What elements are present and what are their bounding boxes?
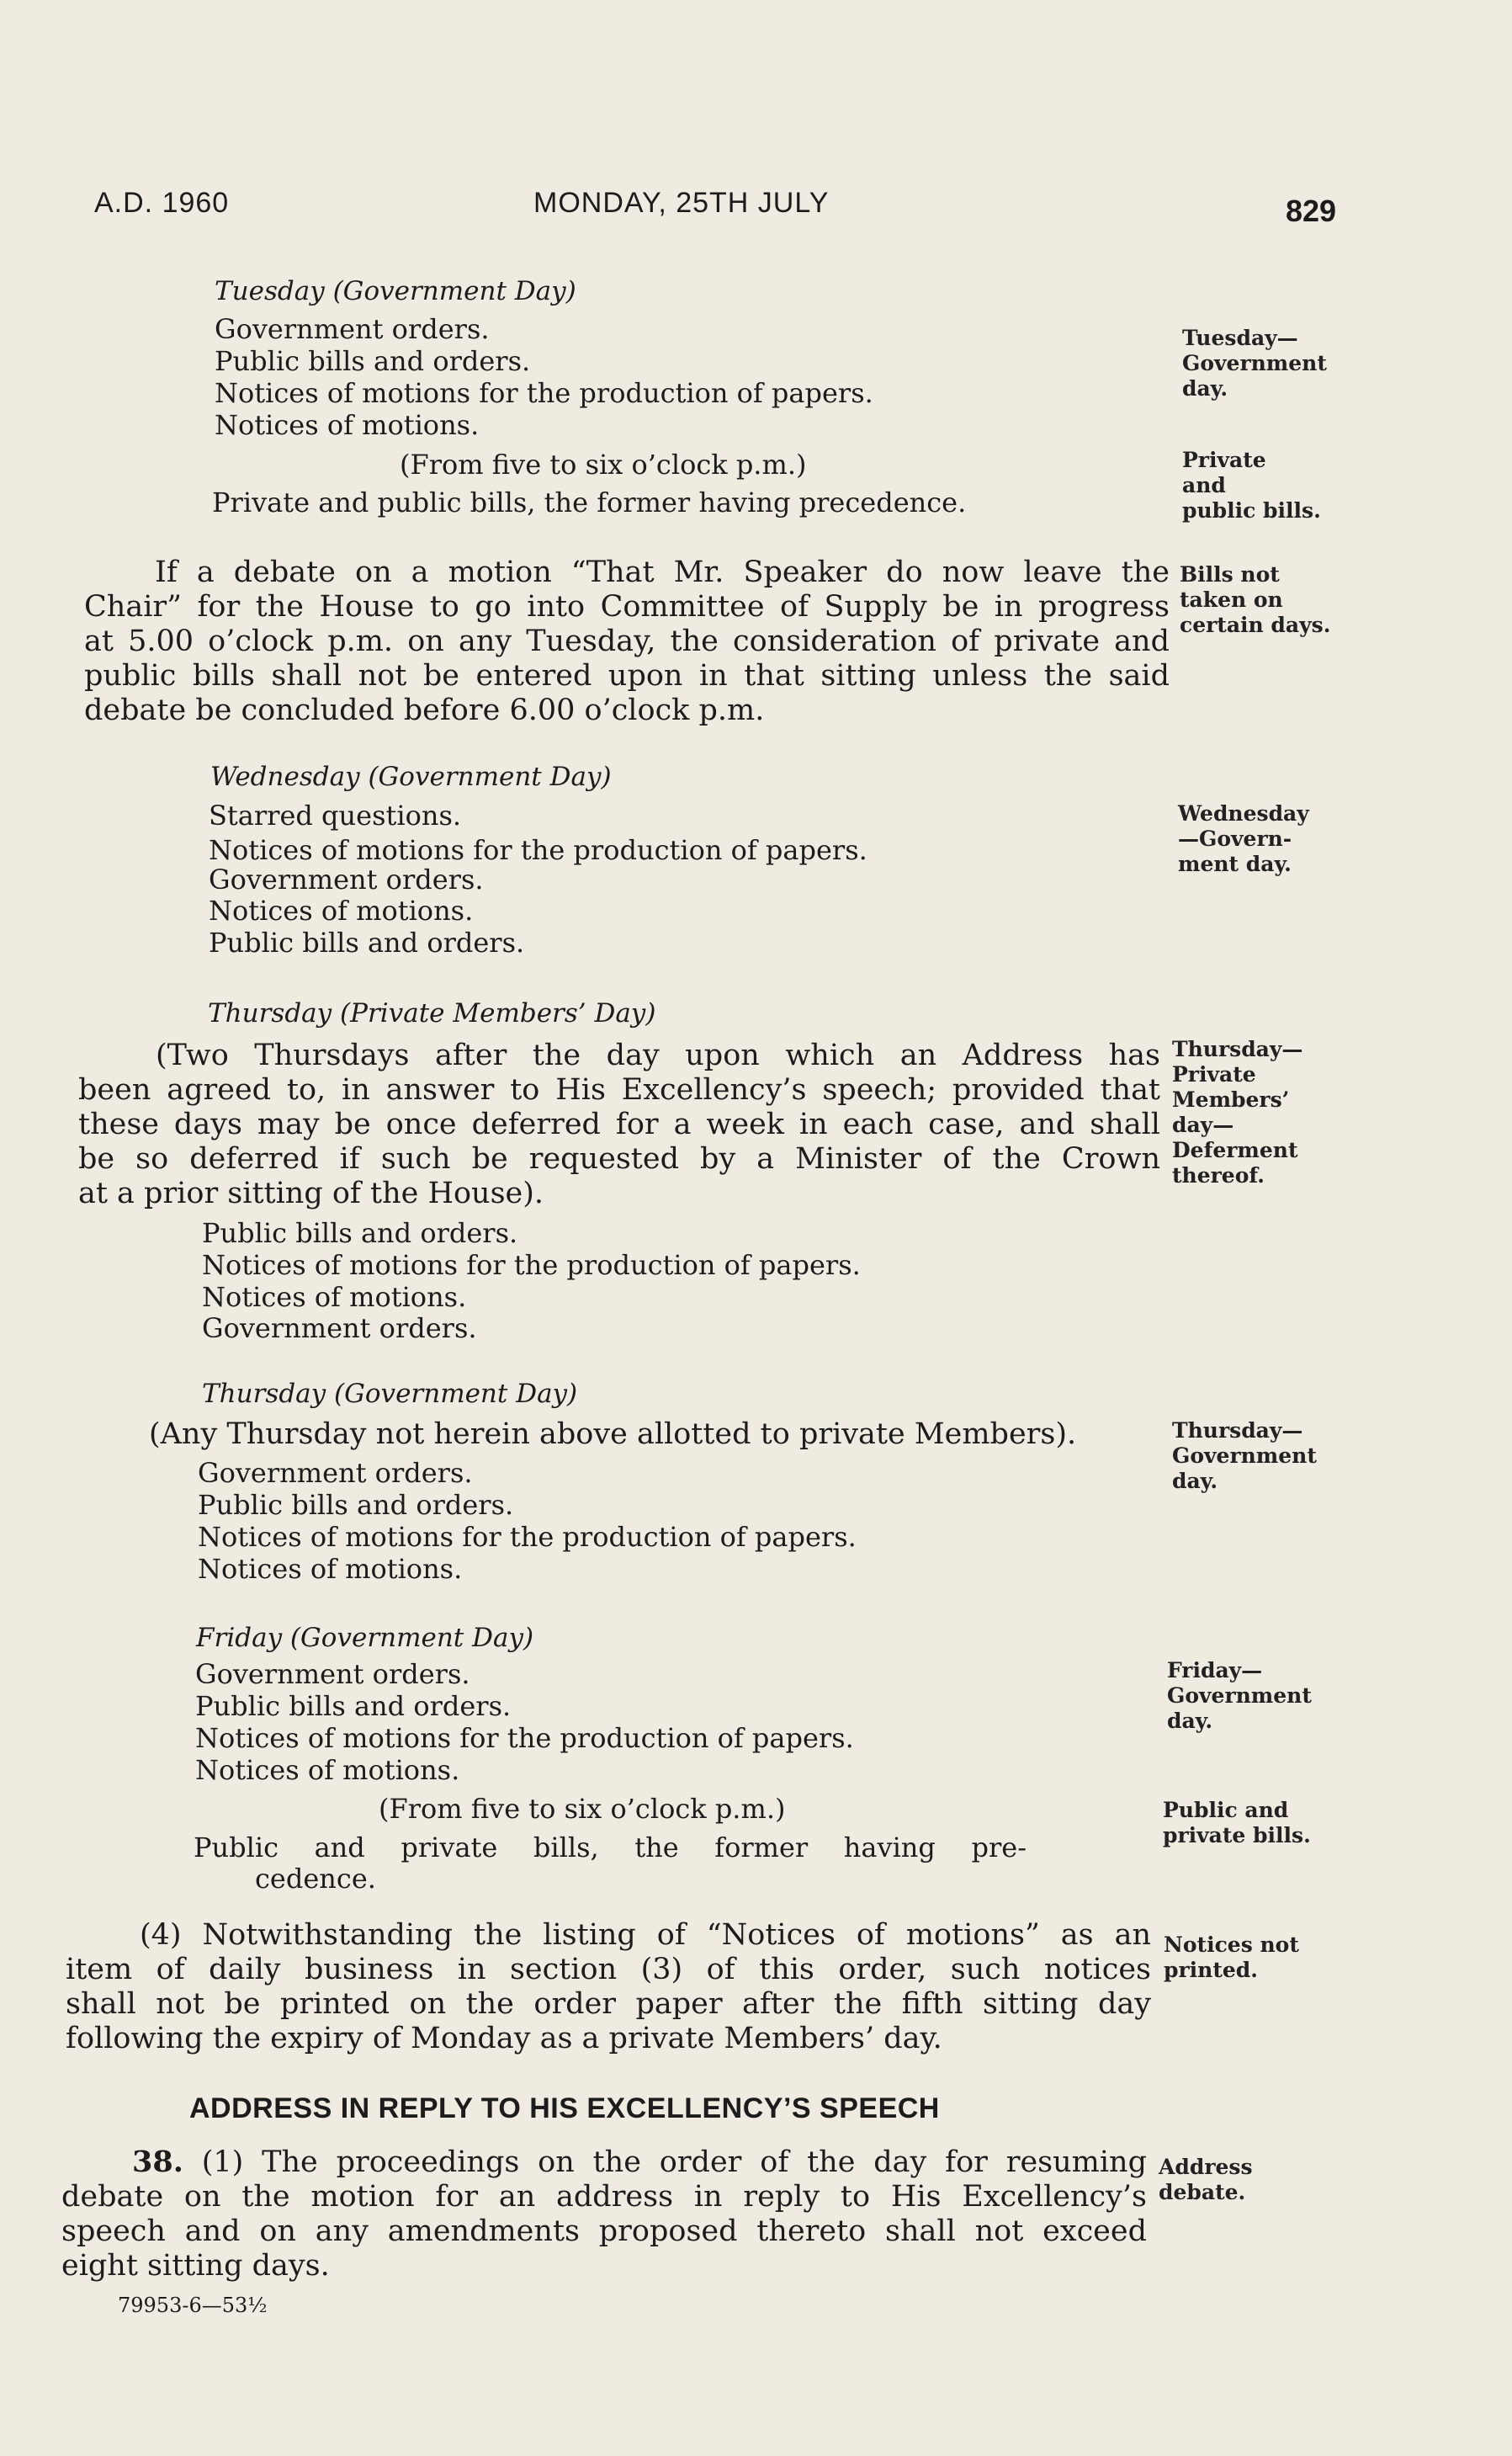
friday-time-note: (From five to six o’clock p.m.) [379,1793,786,1825]
address-paragraph: 38. (1) The proceedings on the order of the day for resuming debate on the motion for an address in reply to His Excellency’s speech and on any amendments proposed thereto shall not exceed eight sitting days. [61,2145,1147,2283]
margin-note-friday: Friday— Government day. [1167,1658,1312,1733]
header-date: MONDAY, 25TH JULY [533,187,830,219]
margin-note-thursday-government: Thursday— Government day. [1172,1418,1317,1493]
friday-private-line: Public and private bills, the former having pre- [194,1831,1027,1863]
section-number: 38. [132,2145,183,2179]
wednesday-item: Government orders. [209,864,484,896]
tuesday-time-note: (From five to six o’clock p.m.) [400,449,807,481]
thursday-private-item: Notices of motions. [202,1281,467,1313]
page-number: 829 [1286,194,1337,228]
thursday-government-item: Government orders. [198,1457,473,1489]
friday-item: Government orders. [195,1658,470,1690]
wednesday-title: Wednesday (Government Day) [210,762,612,792]
margin-note-tuesday: Tuesday— Government day. [1182,326,1327,401]
friday-item: Notices of motions. [195,1754,460,1786]
thursday-government-title: Thursday (Government Day) [202,1379,578,1409]
margin-note-address: Address debate. [1159,2155,1253,2204]
margin-note-friday-private: Public and private bills. [1163,1798,1311,1847]
wednesday-item: Notices of motions. [209,895,474,927]
thursday-private-item: Public bills and orders. [202,1217,518,1249]
bills-paragraph: If a debate on a motion “That Mr. Speaker do now leave the Chair” for the House to go into Committee of Supply be in progress at 5.00 o’clock p.m. on any Tuesday, the consideration of private and public bills shall not be entered upon in that sitting unless the said debate be concluded before 6.00 o’clock p.m. [84,556,1170,727]
tuesday-title: Tuesday (Government Day) [215,276,576,306]
friday-title: Friday (Government Day) [196,1623,534,1653]
tuesday-item: Notices of motions. [215,409,480,441]
tuesday-private-item: Private and public bills, the former having precedence. [212,486,967,518]
thursday-government-item: Public bills and orders. [198,1489,514,1521]
tuesday-item: Government orders. [215,313,490,345]
thursday-private-title: Thursday (Private Members’ Day) [208,998,656,1029]
wednesday-item: Notices of motions for the production of papers. [209,834,867,866]
thursday-government-item: Notices of motions. [198,1553,463,1585]
wednesday-item: Starred questions. [209,800,462,832]
margin-note-wednesday: Wednesday —Govern- ment day. [1178,801,1309,876]
margin-note-thursday-private: Thursday— Private Members’ day— Deferment thereof. [1172,1037,1303,1188]
friday-item: Public bills and orders. [195,1690,512,1722]
thursday-private-item: Notices of motions for the production of papers. [202,1249,861,1281]
margin-note-notices: Notices not printed. [1164,1932,1299,1982]
margin-note-tuesday-private: Private and public bills. [1182,448,1321,523]
thursday-government-item: Notices of motions for the production of papers. [198,1521,857,1553]
tuesday-item: Notices of motions for the production of papers. [215,377,873,409]
notices-paragraph: (4) Notwithstanding the listing of “Notices of motions” as an item of daily business in section (3) of this order, such notices shall not be printed on the order paper after the fifth sitting day following the expiry of Monday as a private Members’ day. [66,1918,1151,2055]
friday-private-line: cedence. [255,1863,376,1895]
print-code: 79953-6—53½ [118,2294,268,2317]
tuesday-item: Public bills and orders. [215,345,531,377]
margin-note-bills: Bills not taken on certain days. [1180,562,1331,637]
thursday-private-item: Government orders. [202,1312,477,1344]
wednesday-item: Public bills and orders. [209,927,525,959]
thursday-government-note: (Any Thursday not herein above allotted to private Members). [149,1417,1077,1451]
section-heading: ADDRESS IN REPLY TO HIS EXCELLENCY’S SPEECH [189,2092,940,2124]
friday-item: Notices of motions for the production of papers. [195,1722,854,1754]
thursday-private-paragraph: (Two Thursdays after the day upon which an Address has been agreed to, in answer to His Excellency’s speech; provided that these days may be once deferred for a week in each case, and shall be so deferred if such be requested by a Minister of the Crown at a prior sitting of the House). [78,1039,1160,1210]
header-year: A.D. 1960 [94,187,230,219]
